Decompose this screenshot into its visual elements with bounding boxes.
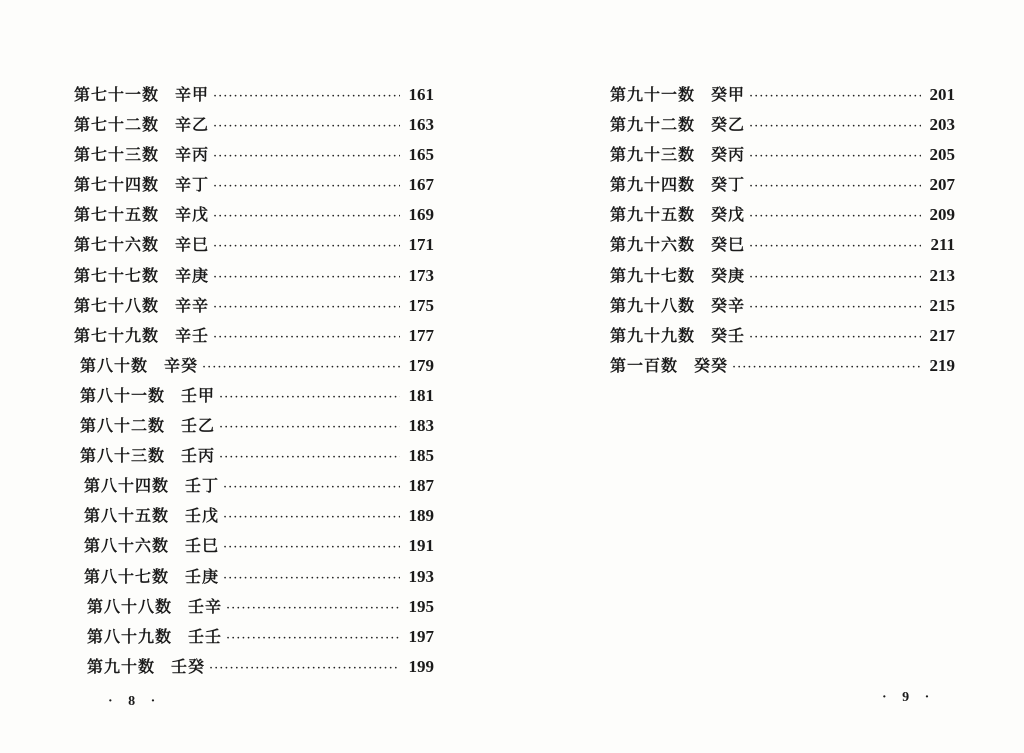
toc-entry (610, 202, 955, 232)
toc-entry (74, 473, 434, 503)
toc-entry-number: 第八十四数 (84, 476, 170, 496)
toc-entry-number: 第九十八数 (610, 295, 696, 315)
toc-entry-title: 辛乙 (175, 115, 210, 135)
toc-entry-page: 209 (929, 205, 955, 225)
toc-entry-title: 辛辛 (175, 295, 210, 315)
toc-entry-title: 癸辛 (711, 295, 746, 315)
toc-entry (74, 323, 434, 353)
toc-entry-number: 第七十二数 (74, 115, 160, 135)
toc-entry-page: 167 (408, 175, 434, 195)
toc-entry (610, 353, 955, 383)
toc-entry-number: 第七十八数 (74, 295, 160, 315)
dot-leader (226, 601, 400, 616)
toc-entry-number: 第九十一数 (610, 85, 696, 104)
dot-leader (223, 480, 400, 495)
toc-entry-number: 第七十七数 (74, 265, 160, 285)
toc-entry-title: 壬丙 (181, 446, 216, 466)
toc-entry-title: 癸庚 (711, 265, 746, 285)
dot-leader (209, 661, 400, 676)
toc-entry-title: 壬乙 (181, 416, 216, 436)
toc-entry-number: 第七十一数 (74, 85, 160, 104)
right-page (512, 0, 1024, 753)
toc-entry-page: 201 (929, 85, 955, 104)
toc-entry-page: 197 (408, 626, 434, 646)
dot-leader (219, 390, 400, 405)
toc-entry (74, 112, 434, 142)
toc-entry-title: 壬庚 (185, 566, 220, 586)
toc-entry-title: 壬辛 (188, 596, 223, 616)
toc-entry-number: 第九十三数 (610, 145, 696, 165)
toc-entry-page: 211 (930, 235, 955, 255)
dot-leader (213, 149, 400, 164)
toc-entry-number: 第七十九数 (74, 325, 160, 345)
toc-entry-page: 187 (408, 476, 434, 496)
toc-entry-number: 第八十三数 (80, 446, 166, 466)
dot-leader (749, 209, 921, 224)
toc-entry-number: 第八十八数 (87, 596, 173, 616)
toc-entry (610, 112, 955, 142)
toc-entry (610, 172, 955, 202)
toc-entry-page: 219 (929, 355, 955, 375)
toc-entry-page: 217 (929, 325, 955, 345)
toc-entry (74, 293, 434, 323)
toc-entry-number: 第七十四数 (74, 175, 160, 195)
dot-leader (749, 300, 921, 315)
dot-leader (213, 239, 400, 254)
toc-entry-title: 辛戊 (175, 205, 210, 225)
toc-entry-title: 壬癸 (171, 656, 206, 676)
dot-leader (213, 270, 400, 285)
toc-entry (74, 172, 434, 202)
toc-entry (74, 353, 434, 383)
toc-entry-page: 215 (929, 295, 955, 315)
toc-entry (74, 533, 434, 563)
toc-entry-title: 癸巳 (711, 235, 746, 255)
dot-leader (749, 149, 921, 164)
toc-entry-page: 193 (408, 566, 434, 586)
toc-entry-number: 第九十四数 (610, 175, 696, 195)
toc-entry-page: 173 (408, 265, 434, 285)
toc-entry (74, 413, 434, 443)
toc-entry-number: 第九十数 (87, 656, 156, 676)
toc-entry-page: 171 (408, 235, 434, 255)
toc-entry-title: 癸丁 (711, 175, 746, 195)
toc-entry (74, 232, 434, 262)
toc-entry-title: 辛癸 (164, 355, 199, 375)
toc-entry (610, 293, 955, 323)
toc-entry-title: 壬丁 (185, 476, 220, 496)
toc-entry-title: 癸丙 (711, 145, 746, 165)
dot-leader (213, 179, 400, 194)
toc-entry (74, 142, 434, 172)
toc-entry-page: 189 (408, 506, 434, 526)
dot-leader (732, 360, 921, 375)
dot-leader (213, 209, 400, 224)
dot-leader (223, 540, 400, 555)
toc-entry (610, 142, 955, 172)
toc-entry-number: 第八十六数 (84, 536, 170, 556)
toc-entry-number: 第八十数 (80, 355, 149, 375)
dot-leader (749, 270, 921, 285)
toc-entry-page: 181 (408, 385, 434, 405)
toc-entry-number: 第八十九数 (87, 626, 173, 646)
toc-entry-number: 第八十一数 (80, 385, 166, 405)
page-number-left: · 8 · (108, 694, 162, 709)
dot-leader (749, 89, 921, 104)
toc-entry-title: 癸甲 (711, 85, 746, 104)
toc-entry-number: 第七十五数 (74, 205, 160, 225)
toc-entry-page: 199 (408, 656, 434, 676)
dot-leader (749, 119, 921, 134)
toc-entry-page: 213 (929, 265, 955, 285)
dot-leader (213, 330, 400, 345)
page-number-right: · 9 · (882, 690, 936, 705)
toc-entry-title: 辛庚 (175, 265, 210, 285)
toc-entry (610, 323, 955, 353)
dot-leader (749, 330, 921, 345)
toc-entry-number: 第八十二数 (80, 416, 166, 436)
toc-entry (74, 263, 434, 293)
toc-entry-page: 185 (408, 446, 434, 466)
toc-entry (74, 503, 434, 533)
toc-entry-page: 177 (408, 325, 434, 345)
toc-entry-title: 癸戊 (711, 205, 746, 225)
toc-entry-number: 第八十五数 (84, 506, 170, 526)
toc-entry-title: 辛壬 (175, 325, 210, 345)
toc-entry (610, 82, 955, 112)
toc-entry-title: 辛甲 (175, 85, 210, 104)
dot-leader (749, 179, 921, 194)
toc-entry-number: 第九十六数 (610, 235, 696, 255)
toc-entry-number: 第七十六数 (74, 235, 160, 255)
toc-entry-page: 169 (408, 205, 434, 225)
toc-entry-page: 163 (408, 115, 434, 135)
toc-entry-page: 179 (408, 355, 434, 375)
dot-leader (749, 239, 921, 254)
toc-entry-title: 癸癸 (694, 355, 729, 375)
toc-entry-title: 辛丁 (175, 175, 210, 195)
toc-entry-page: 195 (408, 596, 434, 616)
toc-entry-number: 第一百数 (610, 355, 679, 375)
dot-leader (213, 89, 400, 104)
toc-entry-number: 第九十九数 (610, 325, 696, 345)
toc-entry (74, 564, 434, 594)
dot-leader (223, 510, 400, 525)
toc-list-left (74, 82, 434, 684)
toc-entry-title: 辛丙 (175, 145, 210, 165)
toc-list-right (610, 82, 955, 383)
toc-entry-title: 壬戊 (185, 506, 220, 526)
dot-leader (213, 119, 400, 134)
toc-entry (74, 383, 434, 413)
toc-entry-number: 第九十五数 (610, 205, 696, 225)
toc-entry-page: 191 (408, 536, 434, 556)
toc-entry (74, 624, 434, 654)
toc-entry-page: 183 (408, 416, 434, 436)
toc-entry-number: 第九十七数 (610, 265, 696, 285)
toc-entry-title: 癸乙 (711, 115, 746, 135)
toc-entry (74, 202, 434, 232)
dot-leader (219, 420, 400, 435)
toc-entry-number: 第七十三数 (74, 145, 160, 165)
dot-leader (213, 300, 400, 315)
toc-entry-page: 161 (408, 85, 434, 104)
toc-entry-title: 壬壬 (188, 626, 223, 646)
toc-entry (74, 654, 434, 684)
toc-entry-title: 壬甲 (181, 385, 216, 405)
toc-entry (74, 82, 434, 112)
toc-entry-title: 辛巳 (175, 235, 210, 255)
toc-entry-page: 207 (929, 175, 955, 195)
dot-leader (223, 571, 400, 586)
dot-leader (226, 631, 400, 646)
toc-entry-title: 壬巳 (185, 536, 220, 556)
toc-entry (610, 263, 955, 293)
dot-leader (219, 450, 400, 465)
toc-entry-page: 203 (929, 115, 955, 135)
toc-entry-number: 第九十二数 (610, 115, 696, 135)
toc-entry-page: 205 (929, 145, 955, 165)
toc-entry (74, 594, 434, 624)
toc-entry-page: 175 (408, 295, 434, 315)
dot-leader (202, 360, 400, 375)
toc-entry-number: 第八十七数 (84, 566, 170, 586)
toc-entry (74, 443, 434, 473)
toc-entry-title: 癸壬 (711, 325, 746, 345)
toc-entry (610, 232, 955, 262)
toc-entry-page: 165 (408, 145, 434, 165)
